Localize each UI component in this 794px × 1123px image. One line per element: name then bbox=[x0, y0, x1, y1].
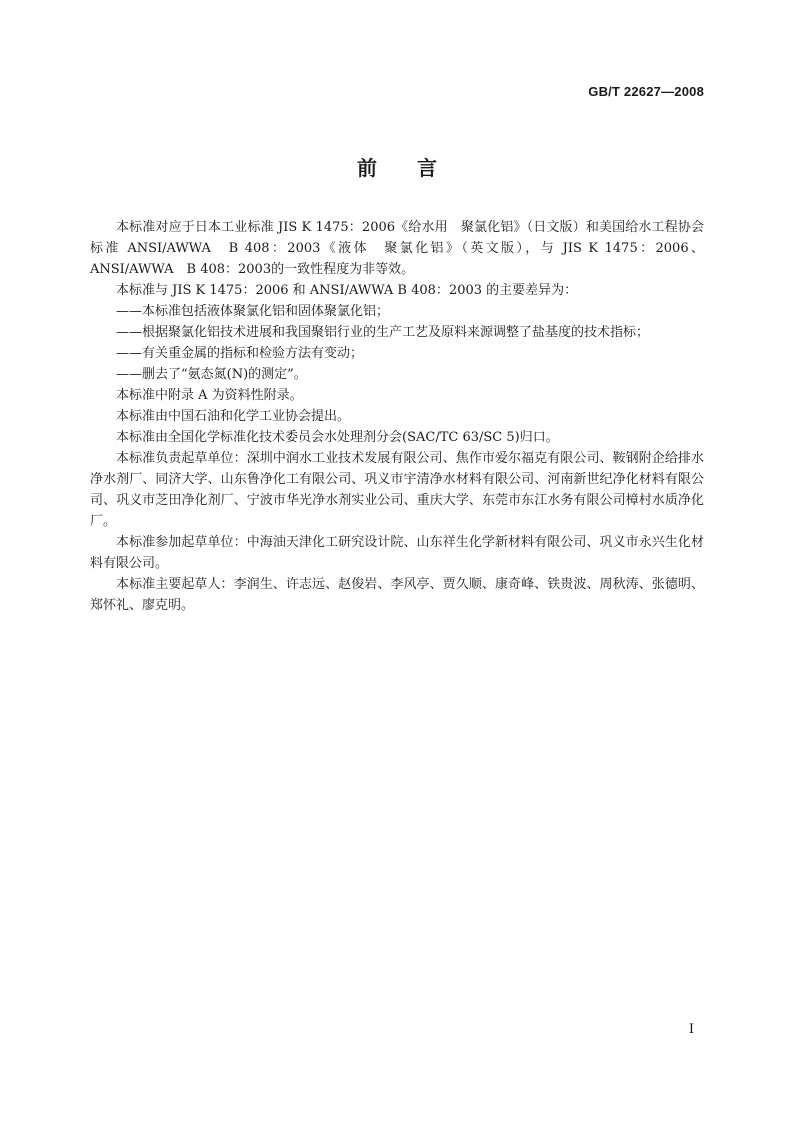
difference-item: ——本标准包括液体聚氯化铝和固体聚氯化铝； bbox=[116, 304, 390, 319]
paragraph-differences-intro: 本标准与 JIS K 1475：2006 和 ANSI/AWWA B 408：2003 的主要差异为： bbox=[116, 283, 578, 298]
title-char-1: 前 bbox=[357, 156, 377, 180]
document-body bbox=[90, 217, 704, 616]
paragraph-proposer: 本标准由中国石油和化学工业协会提出。 bbox=[116, 409, 351, 424]
paragraph-drafting-units: 本标准负责起草单位：深圳中润水工业技术发展有限公司、焦作市爱尔福克有限公司、鞍钢附企给排水净水剂厂、同济大学、山东鲁净化工有限公司、巩义市宇清净水材料有限公司、河南新世纪净化材料有限公司、巩义市芝田净化剂厂、宁波市华光净水剂实业公司、重庆大学、东莞市东江水务有限公司樟村水质净化厂。 bbox=[90, 451, 704, 529]
page-title bbox=[0, 152, 794, 181]
paragraph-appendix: 本标准中附录 A 为资料性附录。 bbox=[116, 388, 303, 403]
title-char-2: 言 bbox=[417, 156, 437, 180]
paragraph-drafters: 本标准主要起草人：李润生、许志远、赵俊岩、李风亭、贾久顺、康奇峰、铁贵波、周秋涛、张德明、郑怀礼、廖克明。 bbox=[90, 577, 704, 613]
paragraph-committee: 本标准由全国化学标准化技术委员会水处理剂分会(SAC/TC 63/SC 5)归口。 bbox=[116, 430, 559, 445]
difference-item: ——删去了“氨态氮(N)的测定”。 bbox=[116, 367, 307, 382]
paragraph-participating-units: 本标准参加起草单位：中海油天津化工研究设计院、山东祥生化学新材料有限公司、巩义市永兴生化材料有限公司。 bbox=[90, 535, 704, 571]
difference-item: ——有关重金属的指标和检验方法有变动； bbox=[116, 346, 364, 361]
difference-item: ——根据聚氯化铝技术进展和我国聚铝行业的生产工艺及原料来源调整了盐基度的技术指标； bbox=[116, 325, 650, 340]
page-number: I bbox=[688, 1022, 694, 1037]
paragraph-correspondence: 本标准对应于日本工业标准 JIS K 1475：2006《给水用 聚氯化铝》（日文版）和美国给水工程协会标准 ANSI/AWWA B 408：2003《液体 聚氯化铝》（英文版），与 JIS K 1475：2006、ANSI/AWWA B 408：2003的一致性程度为非等效。 bbox=[90, 220, 704, 277]
standard-code: GB/T 22627—2008 bbox=[588, 84, 704, 99]
